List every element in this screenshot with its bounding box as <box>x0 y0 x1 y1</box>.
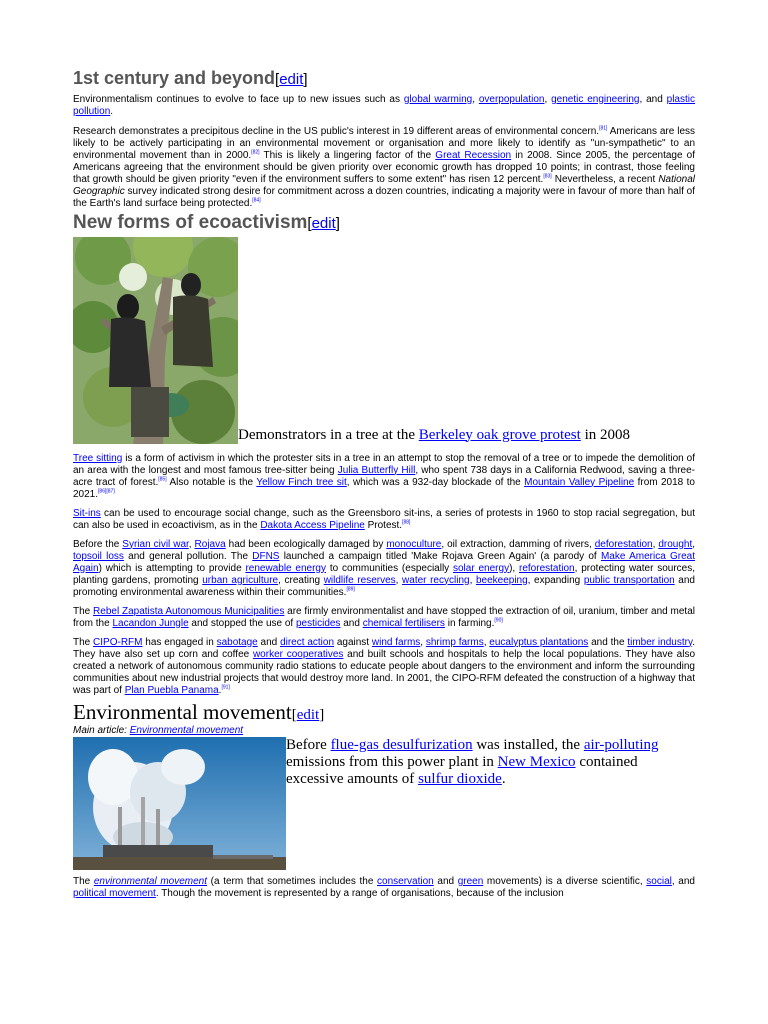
link-yellow-finch-tree-sit[interactable]: Yellow Finch tree sit <box>256 476 347 488</box>
paragraph: The Rebel Zapatista Autonomous Municipalities are firmly environmentalist and have stopped the extraction of oil, uranium, timber and metal from the Lacandon Jungle and stopped the use of pesticides and chemical fertilisers in farming.[90] <box>73 605 695 629</box>
figure-tree-protest <box>73 237 695 444</box>
section-heading-21st-century <box>73 68 695 89</box>
link-timber-industry[interactable]: timber industry <box>627 636 693 648</box>
edit-link[interactable]: edit <box>296 706 320 723</box>
link-sulfur-dioxide[interactable]: sulfur dioxide <box>418 770 502 787</box>
reference[interactable]: [85] <box>158 476 167 483</box>
link-deforestation[interactable]: deforestation <box>594 538 653 550</box>
link-urban-agriculture[interactable]: urban agriculture <box>202 574 279 586</box>
edit-section: [edit] <box>307 214 340 232</box>
link-pesticides[interactable]: pesticides <box>295 617 341 629</box>
link-social[interactable]: social <box>646 875 672 887</box>
reference[interactable]: [86][87] <box>98 488 115 495</box>
link-sit-ins[interactable]: Sit-ins <box>73 507 101 519</box>
figure-caption: Demonstrators in a tree at the Berkeley oak grove protest in 2008 <box>238 426 630 443</box>
edit-link[interactable]: edit <box>311 214 336 232</box>
link-tree-sitting[interactable]: Tree sitting <box>73 452 123 464</box>
link-monoculture[interactable]: monoculture <box>386 538 442 550</box>
link-renewable-energy[interactable]: renewable energy <box>245 562 326 574</box>
link-berkeley-oak-grove-protest[interactable]: Berkeley oak grove protest <box>418 426 581 443</box>
link-drought[interactable]: drought <box>658 538 693 550</box>
tree-protest-photo <box>73 237 238 444</box>
link-syrian-civil-war[interactable]: Syrian civil war <box>122 538 189 550</box>
link-environmental-movement[interactable]: environmental movement <box>93 875 208 887</box>
link-beekeeping[interactable]: beekeeping <box>475 574 528 586</box>
reference[interactable]: [84] <box>252 197 261 204</box>
link-plan-puebla-panama[interactable]: Plan Puebla Panama <box>124 684 219 696</box>
power-plant-photo <box>73 737 286 870</box>
link-great-recession[interactable]: Great Recession <box>435 149 512 161</box>
edit-section: [edit] <box>275 71 308 88</box>
link-worker-cooperatives[interactable]: worker cooperatives <box>252 648 344 660</box>
reference[interactable]: [91] <box>221 684 230 691</box>
article-body <box>73 68 695 900</box>
link-dfns[interactable]: DFNS <box>252 550 280 562</box>
link-rebel-zapatista[interactable]: Rebel Zapatista Autonomous Municipalities <box>93 605 285 617</box>
link-cipo-rfm[interactable]: CIPO-RFM <box>93 636 143 648</box>
link-shrimp-farms[interactable]: shrimp farms <box>425 636 484 648</box>
paragraph: Research demonstrates a precipitous decline in the US public's interest in 19 different areas of environmental concern.[81] Americans are less likely to be actively participating in an environmental movement or organisation and more likely to identify as "un-sympathetic" to an environmental movement than in 2000.[82] This is likely a lingering factor of the Great Recession in 2008. Since 2005, the percentage of Americans agreeing that the environment should be given priority over economic growth has dropped 10 points; in contrast, those feeling that growth should be given priority "even if the environment suffers to some extent" has risen 12 percent.[83] Nevertheless, a recent National Geographic survey indicated strong desire for commitment across a dozen countries, indicating a majority were in favour of more than half of the Earth's land surface being protected.[84] <box>73 125 696 209</box>
link-genetic-engineering[interactable]: genetic engineering <box>551 93 640 105</box>
reference[interactable]: [88] <box>402 519 411 526</box>
link-lacandon-jungle[interactable]: Lacandon Jungle <box>112 617 189 629</box>
paragraph: The environmental movement (a term that sometimes includes the conservation and green movements) is a diverse scientific, social, and political movement. Though the movement is represented by a range of organisations, because of the inclusion <box>73 875 695 899</box>
link-political-movement[interactable]: political movement <box>73 887 156 899</box>
edit-section: [edit] <box>291 706 325 723</box>
link-mountain-valley-pipeline[interactable]: Mountain Valley Pipeline <box>524 476 635 488</box>
reference[interactable]: [83] <box>543 173 552 180</box>
link-flue-gas-desulfurization[interactable]: flue-gas desulfurization <box>330 736 473 753</box>
heading-text: New forms of ecoactivism <box>73 211 308 233</box>
paragraph: Tree sitting is a form of activism in which the protester sits in a tree in an attempt to stop the removal of a tree or to impede the demolition of an area with the longest and most famous tree-sitter being Julia Butterfly Hill, who spent 738 days in a California Redwood, saving a three-acre tract of forest.[85] Also notable is the Yellow Finch tree sit, which was a 932-day blockade of the Mountain Valley Pipeline from 2018 to 2021.[86][87] <box>73 452 696 500</box>
link-global-warming[interactable]: global warming <box>403 93 473 105</box>
link-reforestation[interactable]: reforestation <box>519 562 575 574</box>
main-article-hatnote: Main article: Environmental movement <box>73 724 244 736</box>
reference[interactable]: [82] <box>251 149 260 156</box>
link-chemical-fertilisers[interactable]: chemical fertilisers <box>362 617 445 629</box>
link-main-article-environmental-movement[interactable]: Environmental movement <box>129 724 244 736</box>
edit-link[interactable]: edit <box>279 71 304 88</box>
link-solar-energy[interactable]: solar energy <box>453 562 510 574</box>
link-green[interactable]: green <box>457 875 484 887</box>
link-julia-butterfly-hill[interactable]: Julia Butterfly Hill <box>337 464 416 476</box>
reference[interactable]: [89] <box>346 586 355 593</box>
link-rojava[interactable]: Rojava <box>194 538 226 550</box>
paragraph: The CIPO-RFM has engaged in sabotage and direct action against wind farms, shrimp farms, eucalyptus plantations and the timber industry. They have also set up corn and coffee worker cooperatives and built schools and hospitals to help the local populations. They have also created a network of autonomous community radio stations to educate people about dangers to the environment and inform the surrounding communities about new industrial projects that would destroy more land. In 2001, the CIPO-RFM defeated the construction of a highway that was part of Plan Puebla Panama.[91] <box>73 636 696 696</box>
link-air-polluting[interactable]: air-polluting <box>583 736 659 753</box>
reference[interactable]: [81] <box>599 125 608 132</box>
link-dakota-access-pipeline[interactable]: Dakota Access Pipeline <box>260 519 365 531</box>
link-make-america-great-again[interactable]: Make America Great Again <box>73 550 696 574</box>
figure-caption: Before flue-gas desulfurization was installed, the air-polluting emissions from this power plant in New Mexico contained excessive amounts of sulfur dioxide. <box>73 737 695 788</box>
heading-text: Environmental movement <box>73 699 292 724</box>
link-eucalyptus-plantations[interactable]: eucalyptus plantations <box>489 636 589 648</box>
link-water-recycling[interactable]: water recycling <box>402 574 470 586</box>
link-wind-farms[interactable]: wind farms <box>371 636 421 648</box>
link-conservation[interactable]: conservation <box>377 875 434 887</box>
link-topsoil-loss[interactable]: topsoil loss <box>73 550 124 562</box>
section-heading-new-forms <box>73 212 695 234</box>
link-public-transportation[interactable]: public transportation <box>583 574 675 586</box>
figure-power-plant <box>73 737 695 870</box>
heading-text: 1st century and beyond <box>73 68 276 88</box>
reference[interactable]: [90] <box>494 617 503 624</box>
paragraph: Environmentalism continues to evolve to face up to new issues such as global warming, overpopulation, genetic engineering, and plastic pollution. <box>73 93 695 117</box>
link-overpopulation[interactable]: overpopulation <box>478 93 545 105</box>
link-direct-action[interactable]: direct action <box>280 636 335 648</box>
link-new-mexico[interactable]: New Mexico <box>497 753 576 770</box>
paragraph: Before the Syrian civil war, Rojava had been ecologically damaged by monoculture, oil extraction, damming of rivers, deforestation, drought, topsoil loss and general pollution. The DFNS launched a campaign titled 'Make Rojava Green Again' (a parody of Make America Great Again) which is attempting to provide renewable energy to communities (especially solar energy), reforestation, protecting water sources, planting gardens, promoting urban agriculture, creating wildlife reserves, water recycling, beekeeping, expanding public transportation and promoting environmental awareness within their communities.[89] <box>73 538 696 598</box>
paragraph: Sit-ins can be used to encourage social change, such as the Greensboro sit-ins, a series of protests in 1960 to stop racial segregation, but can also be used in ecoactivism, as in the Dakota Access Pipeline Protest.[88] <box>73 507 695 531</box>
link-sabotage[interactable]: sabotage <box>216 636 258 648</box>
section-heading-environmental-movement <box>73 700 695 724</box>
link-plastic-pollution[interactable]: plastic pollution <box>73 93 695 117</box>
link-wildlife-reserves[interactable]: wildlife reserves <box>323 574 396 586</box>
